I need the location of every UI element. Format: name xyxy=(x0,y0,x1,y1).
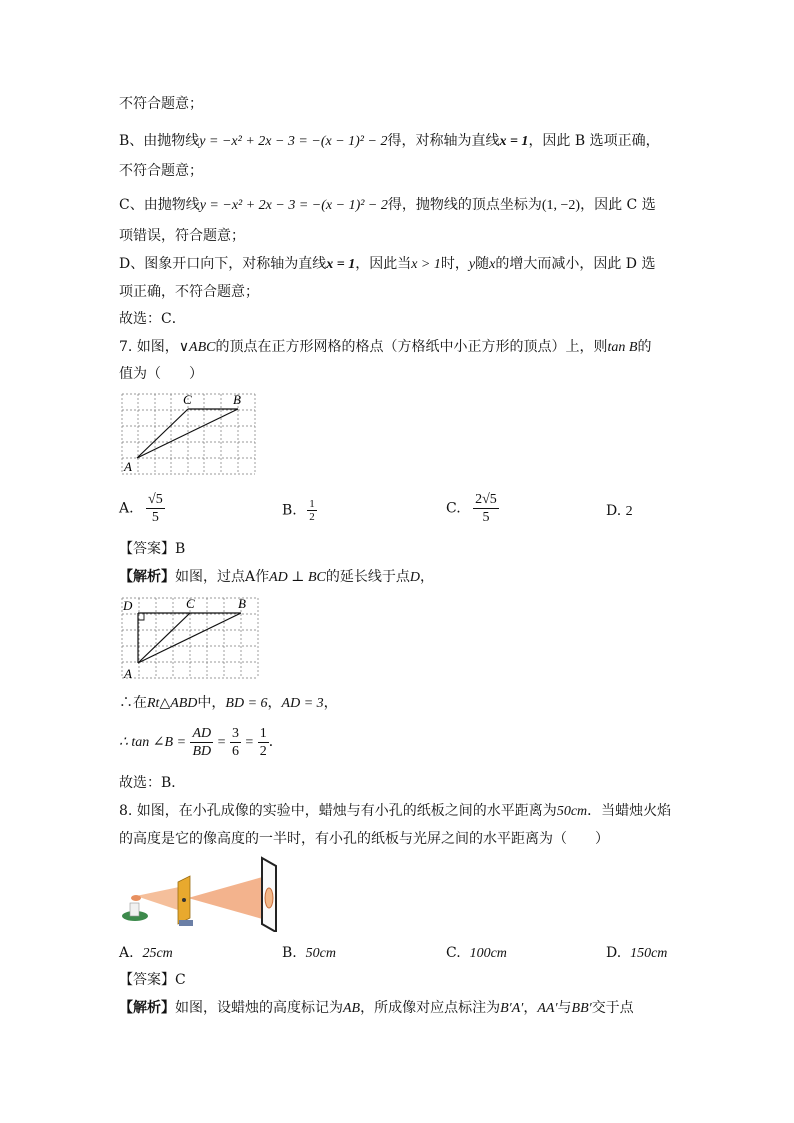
text-line: 项正确，不符合题意； xyxy=(119,284,259,300)
question-7-stem: 7. 如图，∨ABC的顶点在正方形网格的格点（方格纸中小正方形的顶点）上，则tan B的 xyxy=(119,339,652,355)
answer-line: 【答案】B xyxy=(119,541,186,557)
text-line: B、由抛物线y = −x² + 2x − 3 = −(x − 1)² − 2得，对称轴为直线x = 1，因此 B 选项正确， xyxy=(119,133,660,149)
vertex-label-d: D xyxy=(123,598,133,613)
option-d[interactable]: D. 2 xyxy=(606,503,633,519)
question-8-stem: 8. 如图，在小孔成像的实验中，蜡烛与有小孔的纸板之间的水平距离为50cm．当蜡烛火焰 xyxy=(119,803,672,819)
solution-step: ∴ tan ∠B = $\frac{AD}{BD}$ = $\frac{3}{6}$ = $\frac{1}{2}$ ． xyxy=(119,725,283,759)
text-line: 项错误，符合题意； xyxy=(119,228,245,244)
parabola-equation: y = −x² + 2x − 3 = −(x − 1)² − 2 xyxy=(199,134,388,149)
analysis-line: 【解析】如图，过点A作AD ⊥ BC的延长线于点D， xyxy=(119,569,434,585)
analysis-line: 【解析】如图，设蜡烛的高度标记为AB，所成像对应点标注为B′A′，AA′与BB′交于点 xyxy=(119,1000,634,1016)
vertex-label-b: B xyxy=(238,596,246,611)
segment-ab xyxy=(138,613,241,663)
answer-line: 【答案】C xyxy=(119,972,186,988)
question-8-stem: 的高度是它的像高度的一半时，有小孔的纸板与光屏之间的水平距离为（ ） xyxy=(119,831,609,847)
segment-ac xyxy=(137,409,188,458)
card-stand xyxy=(179,920,193,926)
option-d[interactable]: D. 150cm xyxy=(606,945,668,961)
light-cone-right xyxy=(188,876,266,920)
text-line: 不符合题意； xyxy=(119,96,203,112)
triangle-grid-figure xyxy=(120,392,260,476)
option-b[interactable]: B. 50cm xyxy=(282,945,336,961)
vertex-label-b: B xyxy=(233,392,241,407)
vertex-label-c: C xyxy=(186,596,195,611)
text-line: C、由抛物线y = −x² + 2x − 3 = −(x − 1)² − 2得，抛物线的顶点坐标为(1, −2)，因此 C 选 xyxy=(119,197,656,213)
vertex-label-c: C xyxy=(183,392,192,407)
image-spot xyxy=(265,888,273,908)
vertex-label-a: A xyxy=(124,666,132,681)
text-line: D、图象开口向下，对称轴为直线x = 1，因此当x > 1时，y随x的增大而减小，因此 D 选 xyxy=(119,256,656,272)
option-b[interactable]: B. $\frac{1}{2}$ xyxy=(282,498,315,523)
pinhole-experiment-figure xyxy=(118,852,300,932)
light-cone-left xyxy=(136,886,184,912)
solution-step: ∴在Rt△ABD中，BD = 6，AD = 3， xyxy=(119,695,338,711)
text-line: 不符合题意； xyxy=(119,163,203,179)
triangle-grid-figure-with-d xyxy=(120,596,262,682)
vertex-label-a: A xyxy=(124,459,132,474)
text-line: 故选：B． xyxy=(119,775,186,791)
segment-ac xyxy=(138,613,190,663)
pinhole xyxy=(182,898,186,902)
text-line: 故选：C． xyxy=(119,311,186,327)
option-a[interactable]: A. $\frac{√5}{5}$ xyxy=(119,492,163,525)
flame xyxy=(131,895,141,901)
candle xyxy=(130,903,139,916)
option-c[interactable]: C. $\frac{2√5}{5}$ xyxy=(446,492,497,525)
option-a[interactable]: A. 25cm xyxy=(119,945,173,961)
question-7-stem: 值为（ ） xyxy=(119,366,203,382)
parabola-equation: y = −x² + 2x − 3 = −(x − 1)² − 2 xyxy=(199,198,388,213)
segment-ab xyxy=(137,409,238,458)
option-c[interactable]: C. 100cm xyxy=(446,945,507,961)
